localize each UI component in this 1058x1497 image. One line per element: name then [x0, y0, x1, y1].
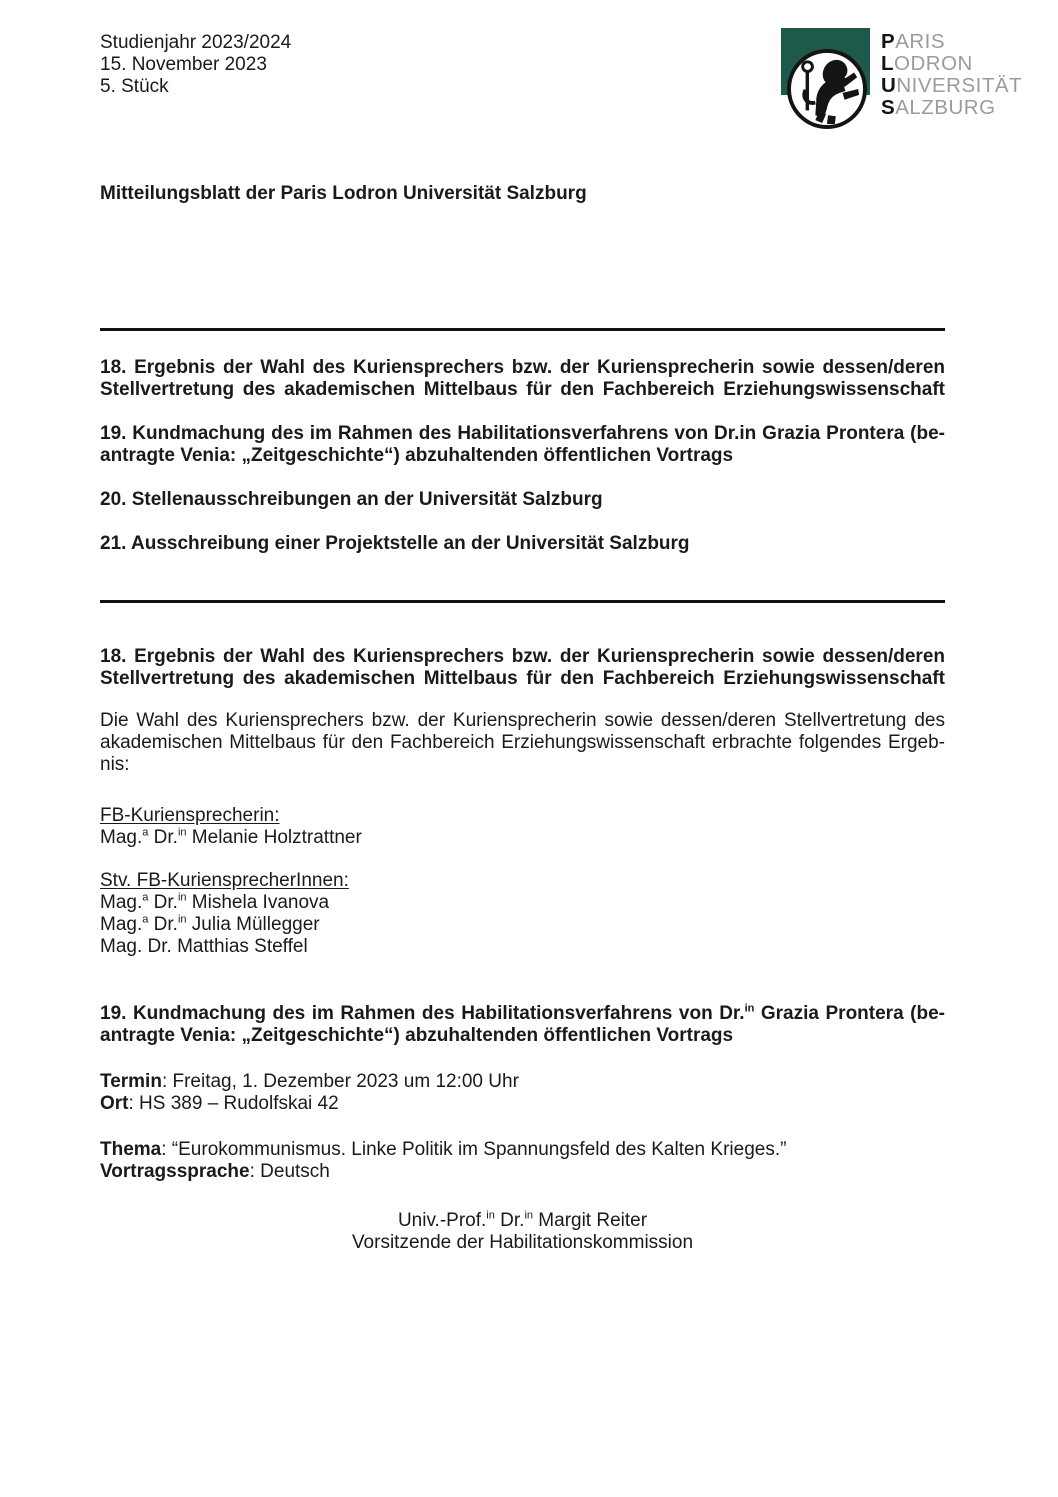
section-18-paragraph-line-1: Die Wahl des Kuriensprechers bzw. der Kuriensprecherin sowie dessen/deren Stellvertretung des: [100, 710, 945, 731]
stv-kuriensprecher-block: [100, 870, 945, 958]
signature-role: Vorsitzende der Habilitationskommission: [351, 1232, 694, 1253]
stv-kuriensprecher-heading: Stv. FB-KuriensprecherInnen:: [100, 870, 349, 891]
section-19-heading-line-2: antragte Venia: „Zeitgeschichte“) abzuhaltenden öffentlichen Vortrags: [100, 1025, 734, 1046]
study-year-line: Studienjahr 2023/2024: [100, 32, 292, 53]
section-18-heading-line-1: 18. Ergebnis der Wahl des Kuriensprechers bzw. der Kuriensprecherin sowie dessen/deren: [100, 646, 945, 667]
wordmark-line-universitaet: UNIVERSITÄT: [881, 74, 1023, 97]
toc-item-18-line-1: 18. Ergebnis der Wahl des Kuriensprechers bzw. der Kuriensprecherin sowie dessen/deren: [100, 357, 945, 378]
lecture-topic-language: [100, 1139, 945, 1183]
lecture-when-where: [100, 1071, 945, 1115]
section-18-heading-line-2: Stellvertretung des akademischen Mittelbaus für den Fachbereich Erziehungswissenschaft: [100, 668, 945, 689]
fb-kuriensprecherin-heading: FB-Kuriensprecherin:: [100, 805, 280, 826]
divider-top: [100, 328, 945, 331]
fb-kuriensprecherin-block: [100, 805, 945, 849]
toc-item-20-line: 20. Stellenausschreibungen an der Universität Salzburg: [100, 489, 603, 510]
plus-wordmark: [881, 31, 1022, 119]
issue-line: 5. Stück: [100, 76, 169, 97]
section-19-heading: [100, 1003, 945, 1047]
stv-name-1: Mag.$^a$ Dr.$^{in}$ Mishela Ivanova: [100, 891, 330, 913]
divider-bottom: [100, 600, 945, 603]
toc-item-21: [100, 533, 945, 555]
toc-item-19-line-2: antragte Venia: „Zeitgeschichte“) abzuhaltenden öffentlichen Vortrags: [100, 445, 734, 466]
signature-name: Univ.-Prof.$^{in}$ Dr.$^{in}$ Margit Reiter: [397, 1209, 648, 1231]
thema-line: Thema: “Eurokommunismus. Linke Politik im Spannungsfeld des Kalten Krieges.”: [100, 1139, 787, 1160]
ort-line: Ort: HS 389 – Rudolfskai 42: [100, 1093, 339, 1114]
section-18-heading: [100, 646, 945, 690]
signature-block: [100, 1210, 945, 1254]
section-18-paragraph-line-2: akademischen Mittelbaus für den Fachbereich Erziehungswissenschaft erbrachte folgendes Ergeb-: [100, 732, 945, 753]
toc-item-19-line-1: 19. Kundmachung des im Rahmen des Habilitationsverfahrens von Dr.in Grazia Prontera (be-: [100, 423, 945, 444]
stv-name-3: Mag. Dr. Matthias Steffel: [100, 936, 308, 957]
toc-item-19: [100, 423, 945, 467]
termin-line: Termin: Freitag, 1. Dezember 2023 um 12:00 Uhr: [100, 1071, 519, 1092]
wordmark-line-lodron: LODRON: [881, 52, 973, 75]
date-line: 15. November 2023: [100, 54, 267, 75]
section-18-paragraph-line-3: nis:: [100, 754, 130, 775]
salzburg-lion-icon: [792, 54, 862, 124]
plus-logo-seal: [787, 49, 867, 129]
wordmark-line-paris: PARIS: [881, 30, 946, 53]
toc-item-20: [100, 489, 945, 511]
section-19-heading-line-1: 19. Kundmachung des im Rahmen des Habilitationsverfahrens von Dr.$^{in}$ Grazia Prontera (be-: [100, 1002, 945, 1024]
page-title: Mitteilungsblatt der Paris Lodron Universität Salzburg: [100, 183, 587, 204]
stv-name-2: Mag.$^a$ Dr.$^{in}$ Julia Müllegger: [100, 913, 320, 935]
vortragssprache-line: Vortragssprache: Deutsch: [100, 1161, 330, 1182]
toc-item-18-line-2: Stellvertretung des akademischen Mittelbaus für den Fachbereich Erziehungswissenschaft: [100, 379, 945, 400]
section-18-paragraph: [100, 710, 945, 776]
table-of-contents: [100, 357, 945, 577]
fb-kuriensprecherin-name: Mag.$^a$ Dr.$^{in}$ Melanie Holztrattner: [100, 826, 362, 848]
toc-item-18: [100, 357, 945, 401]
wordmark-line-salzburg: SALZBURG: [881, 96, 996, 119]
plus-logo: [781, 28, 1021, 138]
toc-item-21-line: 21. Ausschreibung einer Projektstelle an der Universität Salzburg: [100, 533, 690, 554]
